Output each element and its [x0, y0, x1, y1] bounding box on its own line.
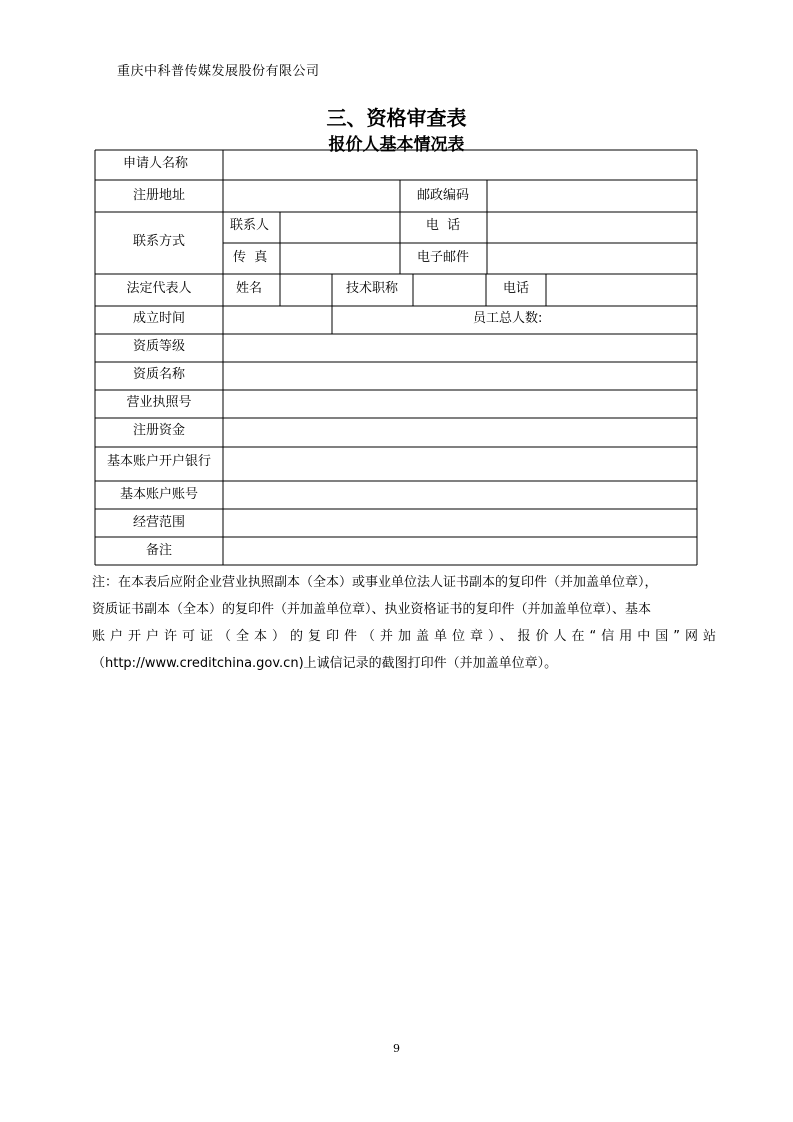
label-reg-address: 注册地址	[132, 188, 186, 203]
label-remarks: 备注	[145, 543, 173, 558]
label-email: 电子邮件	[416, 250, 470, 265]
label-applicant-name: 申请人名称	[123, 156, 189, 171]
label-phone: 电 话	[425, 218, 461, 233]
label-reg-capital: 注册资金	[132, 423, 186, 438]
note-line-3: 账户开户许可证（全本）的复印件（并加盖单位章）、报价人在“信用中国”网站	[92, 629, 721, 644]
section-title: 三、资格审查表	[326, 106, 467, 130]
label-staff-total: 员工总人数:	[473, 311, 543, 326]
label-phone-2: 电话	[502, 281, 530, 296]
label-tech-title: 技术职称	[345, 281, 399, 296]
label-qual-level: 资质等级	[132, 339, 186, 354]
label-legal-rep: 法定代表人	[126, 281, 192, 296]
label-postcode: 邮政编码	[416, 188, 470, 203]
note-line-4: （http://www.creditchina.gov.cn)上诚信记录的截图打印件（并加盖单位章）。	[92, 656, 558, 671]
label-contact-method: 联系方式	[132, 234, 186, 249]
label-bank: 基本账户开户银行	[106, 454, 212, 469]
label-contact-person: 联系人	[230, 218, 270, 233]
page-number: 9	[393, 1042, 400, 1055]
form-title: 报价人基本情况表	[328, 135, 465, 155]
label-established: 成立时间	[132, 311, 186, 326]
company-header: 重庆中科普传媒发展股份有限公司	[117, 64, 320, 79]
label-scope: 经营范围	[132, 515, 186, 530]
label-account: 基本账户账号	[119, 487, 199, 502]
label-license-no: 营业执照号	[126, 395, 192, 410]
note-line-2: 资质证书副本（全本）的复印件（并加盖单位章）、执业资格证书的复印件（并加盖单位章）、基本	[92, 602, 652, 617]
label-qual-name: 资质名称	[132, 367, 186, 382]
label-name: 姓名	[236, 281, 263, 296]
note-line-1: 注：在本表后应附企业营业执照副本（全本）或事业单位法人证书副本的复印件（并加盖单位章），	[92, 575, 658, 590]
label-fax: 传 真	[233, 250, 268, 265]
